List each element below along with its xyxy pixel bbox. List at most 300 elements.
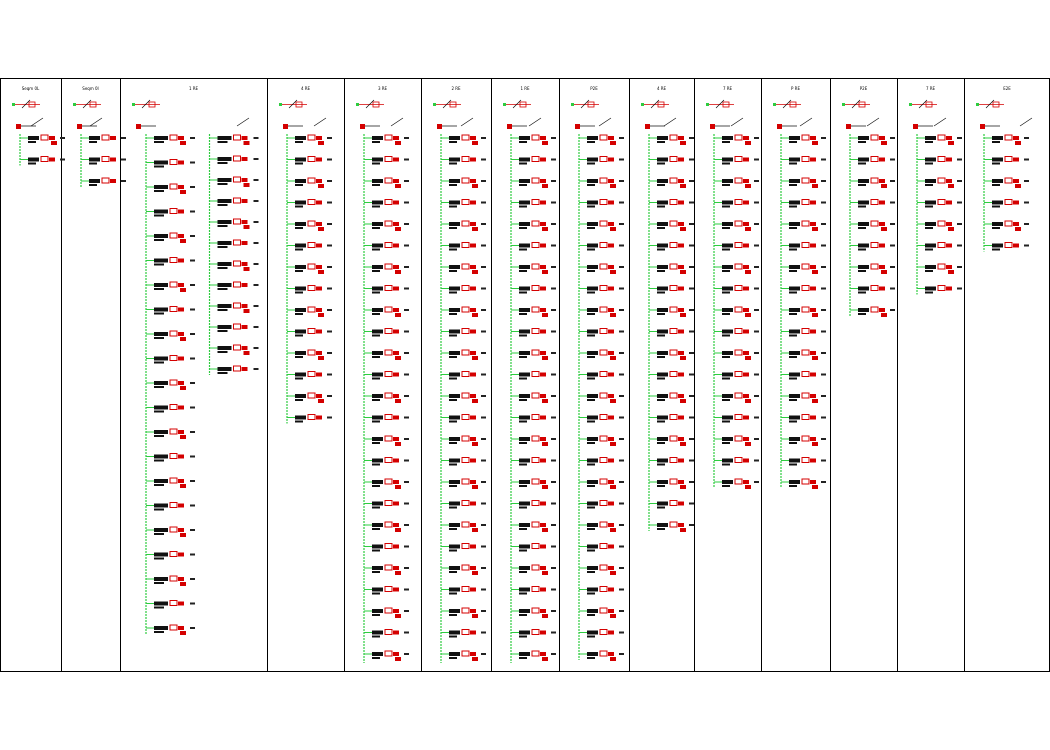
relay-symbol <box>1005 178 1012 183</box>
relay-symbol <box>462 200 469 205</box>
breaker-symbol <box>519 158 530 162</box>
component-marker <box>470 459 476 463</box>
relay-symbol <box>802 157 809 162</box>
relay-symbol <box>938 286 945 291</box>
breaker-symbol <box>295 351 306 355</box>
component-marker <box>540 566 546 570</box>
component-marker <box>608 308 614 312</box>
breaker-symbol <box>449 373 460 377</box>
relay-symbol <box>1005 157 1012 162</box>
component-marker <box>540 459 546 463</box>
relay-symbol <box>600 630 607 635</box>
breaker-symbol <box>925 244 936 248</box>
component-marker <box>608 158 614 162</box>
component-marker <box>608 373 614 377</box>
breaker-symbol <box>449 523 460 527</box>
component-marker <box>608 652 614 656</box>
breaker-symbol <box>295 136 306 140</box>
component-marker <box>743 179 749 183</box>
breaker-symbol <box>449 179 460 183</box>
component-marker <box>393 523 399 527</box>
component-marker <box>743 394 749 398</box>
component-marker <box>810 222 816 226</box>
component-marker <box>946 158 952 162</box>
breaker-symbol <box>372 308 383 312</box>
relay-symbol <box>532 372 539 377</box>
component-marker <box>608 588 614 592</box>
component-marker <box>242 325 248 329</box>
relay-symbol <box>670 178 677 183</box>
relay-symbol <box>802 135 809 140</box>
breaker-symbol <box>519 502 530 506</box>
breaker-symbol <box>925 179 936 183</box>
relay-symbol <box>385 286 392 291</box>
relay-symbol <box>670 221 677 226</box>
component-marker <box>743 373 749 377</box>
component-marker <box>178 161 184 165</box>
component-marker <box>178 308 184 312</box>
breaker-symbol <box>449 244 460 248</box>
component-marker <box>810 416 816 420</box>
main-breaker <box>645 124 650 129</box>
relay-symbol <box>385 630 392 635</box>
relay-symbol <box>670 436 677 441</box>
breaker-symbol <box>789 308 800 312</box>
relay-symbol <box>170 576 177 581</box>
relay-symbol <box>385 544 392 549</box>
component-marker <box>743 351 749 355</box>
relay-symbol <box>532 565 539 570</box>
relay-symbol <box>802 329 809 334</box>
component-marker <box>810 308 816 312</box>
panel-column <box>73 86 126 187</box>
relay-symbol <box>385 458 392 463</box>
component-marker <box>608 287 614 291</box>
relay-symbol <box>600 307 607 312</box>
supply-node <box>976 103 979 106</box>
breaker-symbol <box>587 523 598 527</box>
breaker-symbol <box>789 201 800 205</box>
component-marker <box>178 602 184 606</box>
relay-symbol <box>41 157 48 162</box>
breaker-symbol <box>295 265 306 269</box>
component-marker <box>393 588 399 592</box>
breaker-symbol <box>858 136 869 140</box>
relay-symbol <box>600 565 607 570</box>
component-marker <box>678 394 684 398</box>
component-marker <box>470 136 476 140</box>
component-marker <box>316 416 322 420</box>
breaker-symbol <box>218 241 232 245</box>
relay-symbol <box>532 221 539 226</box>
breaker-symbol <box>449 287 460 291</box>
component-marker <box>540 351 546 355</box>
relay-symbol <box>308 243 315 248</box>
component-marker <box>678 437 684 441</box>
relay-symbol <box>170 405 177 410</box>
component-marker <box>540 545 546 549</box>
breaker-symbol <box>722 437 733 441</box>
breaker-symbol <box>519 609 530 613</box>
relay-symbol <box>600 522 607 527</box>
component-marker <box>393 437 399 441</box>
panel-column <box>976 86 1032 252</box>
breaker-symbol <box>519 480 530 484</box>
component-marker <box>810 136 816 140</box>
component-marker <box>678 502 684 506</box>
component-marker <box>608 459 614 463</box>
relay-symbol <box>735 415 742 420</box>
breaker-symbol <box>992 158 1003 162</box>
breaker-symbol <box>992 244 1003 248</box>
breaker-symbol <box>587 308 598 312</box>
relay-symbol <box>234 156 241 161</box>
relay-symbol <box>600 264 607 269</box>
component-marker <box>393 158 399 162</box>
breaker-symbol <box>992 179 1003 183</box>
relay-symbol <box>802 243 809 248</box>
component-marker <box>540 631 546 635</box>
breaker-symbol <box>587 631 598 635</box>
breaker-symbol <box>449 588 460 592</box>
component-marker <box>608 136 614 140</box>
breaker-symbol <box>587 588 598 592</box>
relay-symbol <box>802 372 809 377</box>
component-marker <box>946 201 952 205</box>
relay-symbol <box>871 286 878 291</box>
breaker-symbol <box>449 330 460 334</box>
breaker-symbol <box>722 308 733 312</box>
relay-symbol <box>170 356 177 361</box>
breaker-symbol <box>657 394 668 398</box>
breaker-symbol <box>218 157 232 161</box>
component-marker <box>393 136 399 140</box>
column-label: 4 RE <box>300 86 311 91</box>
supply-node <box>842 103 845 106</box>
breaker-symbol <box>657 308 668 312</box>
component-marker <box>540 416 546 420</box>
breaker-symbol <box>587 394 598 398</box>
component-marker <box>608 179 614 183</box>
component-marker <box>540 502 546 506</box>
breaker-symbol <box>372 437 383 441</box>
component-marker <box>540 330 546 334</box>
component-marker <box>946 179 952 183</box>
relay-symbol <box>385 157 392 162</box>
component-marker <box>393 179 399 183</box>
component-marker <box>743 416 749 420</box>
relay-symbol <box>600 436 607 441</box>
breaker-symbol <box>519 373 530 377</box>
breaker-symbol <box>372 480 383 484</box>
breaker-symbol <box>657 523 668 527</box>
component-marker <box>743 437 749 441</box>
breaker-symbol <box>587 158 598 162</box>
component-marker <box>393 308 399 312</box>
breaker-symbol <box>519 437 530 441</box>
relay-symbol <box>102 135 109 140</box>
breaker-symbol <box>295 416 306 420</box>
breaker-symbol <box>519 652 530 656</box>
breaker-symbol <box>519 351 530 355</box>
component-marker <box>49 136 55 140</box>
relay-symbol <box>308 307 315 312</box>
component-marker <box>316 244 322 248</box>
column-label: 3 RE <box>377 86 388 91</box>
relay-symbol <box>735 200 742 205</box>
supply-node <box>641 103 644 106</box>
component-marker <box>540 265 546 269</box>
relay-symbol <box>234 366 241 371</box>
relay-symbol <box>102 178 109 183</box>
breaker-symbol <box>925 158 936 162</box>
breaker-symbol <box>372 631 383 635</box>
panel-column <box>279 86 332 424</box>
component-marker <box>678 523 684 527</box>
column-label: 7 RE <box>722 86 733 91</box>
breaker-symbol <box>587 244 598 248</box>
relay-symbol <box>462 307 469 312</box>
breaker-symbol <box>89 158 100 162</box>
relay-symbol <box>600 587 607 592</box>
breaker-symbol <box>372 459 383 463</box>
column-label: 2 RE <box>451 86 461 91</box>
component-marker <box>608 566 614 570</box>
relay-symbol <box>170 160 177 165</box>
relay-symbol <box>735 157 742 162</box>
relay-symbol <box>600 135 607 140</box>
component-marker <box>946 244 952 248</box>
column-label: P2E <box>590 86 598 91</box>
component-marker <box>879 201 885 205</box>
supply-node <box>279 103 282 106</box>
breaker-symbol <box>789 179 800 183</box>
relay-symbol <box>532 350 539 355</box>
breaker-symbol <box>519 566 530 570</box>
component-marker <box>470 179 476 183</box>
component-marker <box>178 234 184 238</box>
breaker-symbol <box>154 528 168 532</box>
component-marker <box>242 304 248 308</box>
relay-symbol <box>938 200 945 205</box>
relay-symbol <box>600 157 607 162</box>
relay-symbol <box>170 184 177 189</box>
breaker-symbol <box>722 222 733 226</box>
component-marker <box>810 330 816 334</box>
component-marker <box>540 244 546 248</box>
breaker-symbol <box>587 416 598 420</box>
component-marker <box>540 373 546 377</box>
breaker-symbol <box>789 330 800 334</box>
component-marker <box>242 220 248 224</box>
component-marker <box>110 136 116 140</box>
breaker-symbol <box>722 287 733 291</box>
component-marker <box>393 480 399 484</box>
component-marker <box>608 416 614 420</box>
component-marker <box>678 373 684 377</box>
supply-node <box>571 103 574 106</box>
breaker-symbol <box>372 351 383 355</box>
main-breaker <box>507 124 512 129</box>
breaker-symbol <box>89 179 100 183</box>
relay-symbol <box>308 415 315 420</box>
supply-node <box>773 103 776 106</box>
breaker-symbol <box>657 459 668 463</box>
relay-symbol <box>170 331 177 336</box>
breaker-symbol <box>449 416 460 420</box>
component-marker <box>540 308 546 312</box>
component-marker <box>608 631 614 635</box>
relay-symbol <box>802 436 809 441</box>
relay-symbol <box>670 329 677 334</box>
breaker-symbol <box>858 201 869 205</box>
breaker-symbol <box>372 287 383 291</box>
breaker-symbol <box>295 330 306 334</box>
relay-symbol <box>670 157 677 162</box>
breaker-symbol <box>154 210 168 214</box>
relay-symbol <box>600 178 607 183</box>
component-marker <box>178 185 184 189</box>
breaker-symbol <box>657 222 668 226</box>
breaker-symbol <box>657 158 668 162</box>
component-marker <box>810 179 816 183</box>
relay-symbol <box>735 243 742 248</box>
relay-symbol <box>385 243 392 248</box>
breaker-symbol <box>154 259 168 263</box>
component-marker <box>316 394 322 398</box>
relay-symbol <box>308 221 315 226</box>
panel-column <box>842 86 895 317</box>
relay-symbol <box>600 479 607 484</box>
component-marker <box>743 330 749 334</box>
relay-symbol <box>871 157 878 162</box>
breaker-symbol <box>587 265 598 269</box>
relay-symbol <box>871 221 878 226</box>
component-marker <box>178 577 184 581</box>
relay-symbol <box>670 286 677 291</box>
component-marker <box>470 631 476 635</box>
component-marker <box>1013 136 1019 140</box>
breaker-symbol <box>449 222 460 226</box>
component-marker <box>810 480 816 484</box>
breaker-symbol <box>449 609 460 613</box>
breaker-symbol <box>519 330 530 334</box>
breaker-symbol <box>218 199 232 203</box>
breaker-symbol <box>657 502 668 506</box>
relay-symbol <box>735 436 742 441</box>
relay-symbol <box>308 157 315 162</box>
relay-symbol <box>670 307 677 312</box>
component-marker <box>608 502 614 506</box>
breaker-symbol <box>519 416 530 420</box>
component-marker <box>946 136 952 140</box>
breaker-symbol <box>218 262 232 266</box>
component-marker <box>678 222 684 226</box>
breaker-symbol <box>587 136 598 140</box>
relay-symbol <box>385 479 392 484</box>
relay-symbol <box>532 630 539 635</box>
breaker-symbol <box>372 222 383 226</box>
component-marker <box>810 459 816 463</box>
breaker-symbol <box>372 545 383 549</box>
breaker-symbol <box>372 523 383 527</box>
component-marker <box>743 287 749 291</box>
relay-symbol <box>385 135 392 140</box>
component-marker <box>743 244 749 248</box>
breaker-symbol <box>789 351 800 355</box>
relay-symbol <box>170 478 177 483</box>
breaker-symbol <box>925 222 936 226</box>
breaker-symbol <box>519 545 530 549</box>
breaker-symbol <box>449 652 460 656</box>
breaker-symbol <box>925 265 936 269</box>
breaker-symbol <box>372 566 383 570</box>
breaker-symbol <box>657 287 668 291</box>
main-breaker <box>777 124 782 129</box>
panel-column <box>706 86 759 489</box>
column-label: 7 RE <box>925 86 936 91</box>
breaker-symbol <box>449 545 460 549</box>
breaker-symbol <box>295 394 306 398</box>
column-label: 1 RE <box>188 86 199 91</box>
relay-symbol <box>385 565 392 570</box>
relay-symbol <box>234 261 241 266</box>
component-marker <box>242 157 248 161</box>
relay-symbol <box>600 651 607 656</box>
column-label: Seqm 0L <box>21 86 40 91</box>
component-marker <box>470 265 476 269</box>
main-breaker <box>283 124 288 129</box>
component-marker <box>178 528 184 532</box>
relay-symbol <box>871 200 878 205</box>
breaker-symbol <box>154 406 168 410</box>
component-marker <box>393 652 399 656</box>
relay-symbol <box>308 178 315 183</box>
breaker-symbol <box>657 244 668 248</box>
component-marker <box>393 287 399 291</box>
breaker-symbol <box>295 158 306 162</box>
component-marker <box>393 502 399 506</box>
relay-symbol <box>385 372 392 377</box>
breaker-symbol <box>372 416 383 420</box>
main-breaker <box>913 124 918 129</box>
relay-symbol <box>462 565 469 570</box>
relay-symbol <box>462 436 469 441</box>
component-marker <box>242 346 248 350</box>
relay-symbol <box>532 608 539 613</box>
component-marker <box>470 566 476 570</box>
component-marker <box>678 330 684 334</box>
relay-symbol <box>735 221 742 226</box>
relay-symbol <box>1005 221 1012 226</box>
component-marker <box>678 308 684 312</box>
breaker-symbol <box>218 304 232 308</box>
breaker-symbol <box>449 308 460 312</box>
relay-symbol <box>532 286 539 291</box>
component-marker <box>946 222 952 226</box>
breaker-symbol <box>295 179 306 183</box>
supply-node <box>356 103 359 106</box>
breaker-symbol <box>218 220 232 224</box>
relay-symbol <box>735 307 742 312</box>
breaker-symbol <box>519 201 530 205</box>
relay-symbol <box>532 587 539 592</box>
relay-symbol <box>308 135 315 140</box>
component-marker <box>470 351 476 355</box>
component-marker <box>178 381 184 385</box>
breaker-symbol <box>449 631 460 635</box>
breaker-symbol <box>789 136 800 140</box>
